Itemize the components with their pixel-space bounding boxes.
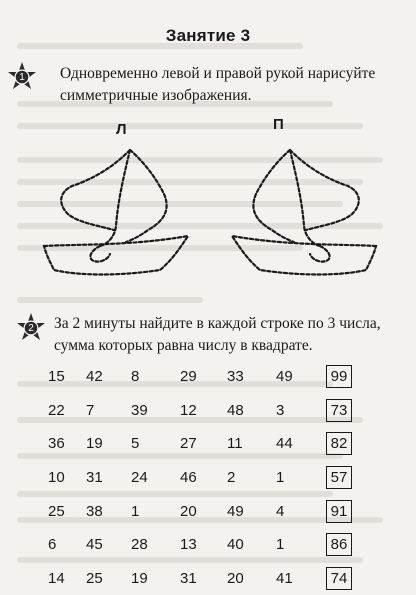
grid-number: 11 [227,435,243,453]
grid-number: 31 [86,469,103,487]
grid-row [48,360,352,394]
grid-number: 13 [180,536,197,554]
grid-number: 10 [48,469,65,487]
target-cell [326,360,352,394]
grid-number: 4 [276,502,285,520]
task-1-number: 1 [19,71,25,83]
grid-row [48,461,352,495]
grid-number: 1 [276,536,285,554]
grid-number: 20 [180,502,197,520]
grid-number: 46 [180,469,197,487]
target-cell [326,494,352,528]
grid-number: 19 [131,569,148,587]
grid-row [48,494,352,528]
right-sailboat-outline-icon [232,150,376,275]
page-title: Занятие 3 [165,26,251,45]
grid-number: 7 [86,401,95,419]
grid-number: 24 [131,469,148,487]
grid-row [48,528,352,562]
target-cell [326,427,352,461]
grid-number: 42 [86,368,103,386]
grid-number: 1 [131,502,140,520]
left-sailboat-outline-icon [44,150,188,275]
task-1-text: Одновременно левой и правой рукой нарисуйте симметричные изображения. [60,65,376,104]
grid-number: 3 [276,401,285,419]
grid-number: 25 [86,569,103,587]
grid-number: 25 [48,502,65,520]
target-cell [326,394,352,428]
target-sum-box: 73 [326,399,352,422]
grid-row [48,394,352,428]
grid-number: 19 [86,435,103,453]
target-sum-box: 57 [326,466,352,489]
grid-number: 39 [131,401,148,419]
left-hand-label: Л [116,121,127,138]
grid-number: 36 [48,435,65,453]
grid-row [48,562,352,595]
grid-number: 15 [48,368,65,386]
target-cell [326,528,352,562]
grid-number: 1 [276,469,285,487]
sailboat-drawing [40,130,380,295]
target-sum-box: 91 [326,500,352,523]
grid-number: 20 [227,569,244,587]
task-2-text: За 2 минуты найдите в каждой строке по 3 числа, сумма которых равна числу в квадрате. [54,315,381,354]
grid-number: 49 [276,368,293,386]
grid-number: 6 [48,536,57,554]
target-sum-box: 74 [326,567,352,590]
grid-number: 40 [227,536,244,554]
grid-number: 48 [227,401,244,419]
number-grid [48,360,352,595]
task-2-number: 2 [28,322,34,334]
grid-number: 8 [131,368,140,386]
grid-number: 12 [180,401,197,419]
grid-row [48,427,352,461]
grid-number: 44 [276,435,293,453]
grid-number: 2 [227,469,236,487]
grid-number: 41 [276,569,293,587]
grid-number: 49 [227,502,244,520]
grid-number: 29 [180,368,197,386]
target-sum-box: 86 [326,533,352,556]
grid-number: 22 [48,401,65,419]
target-cell [326,461,352,495]
grid-number: 33 [227,368,244,386]
task-2-badge [16,313,46,343]
grid-number: 45 [86,536,103,554]
grid-number: 5 [131,435,140,453]
grid-number: 38 [86,502,103,520]
target-sum-box: 82 [326,432,352,455]
target-cell [326,562,352,595]
task-1-badge [7,62,37,92]
target-sum-box: 99 [326,365,352,388]
grid-number: 14 [48,569,65,587]
right-hand-label: П [273,116,284,133]
grid-number: 27 [180,435,197,453]
grid-number: 31 [180,569,197,587]
grid-number: 28 [131,536,148,554]
